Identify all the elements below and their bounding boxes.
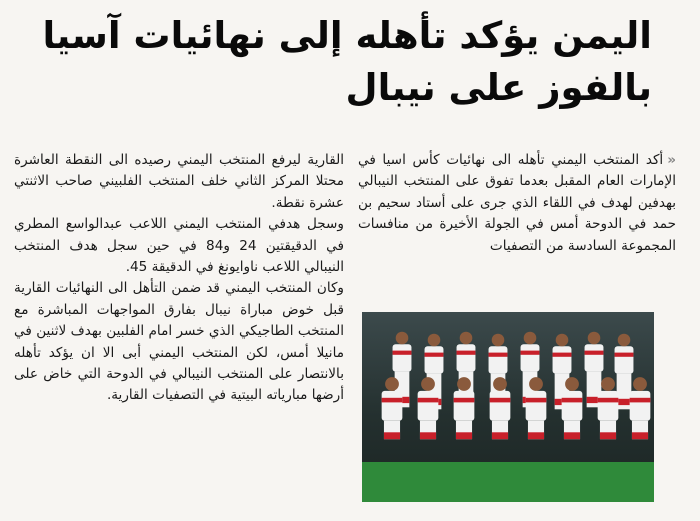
article-column-left — [14, 150, 344, 407]
pitch — [362, 462, 654, 502]
team-photo — [362, 312, 654, 502]
body-paragraph: القارية ليرفع المنتخب اليمني رصيده الى النقطة العاشرة محتلا المركز الثاني خلف المنتخب الفلبيني صاحب الاثنتي عشرة نقطة. — [14, 152, 344, 211]
body-paragraph: وسجل هدفي المنتخب اليمني اللاعب عبدالواسع المطري في الدقيقتين 24 و84 في حين سجل هدف المنتخب النيبالي اللاعب ناوايونغ في الدقيقة 45. — [14, 216, 345, 276]
team-photo-illustration — [362, 312, 654, 502]
headline: اليمن يؤكد تأهله إلى نهائيات آسيا بالفوز على نيبال — [42, 14, 652, 109]
article-column-right — [358, 150, 676, 257]
lead-paragraph-text: أكد المنتخب اليمني تأهله الى نهائيات كأس اسيا في الإمارات العام المقبل بعدما تفوق على المنتخب النيبالي بهدفين لهدف في اللقاء الذي جرى على أستاد سحيم بن حمد في الدوحة أمس في الجولة الأخيرة من منافسات المجموعة السادسة من التصفيات — [358, 152, 676, 254]
double-chevron-icon: « — [667, 152, 676, 168]
lead-paragraph — [358, 150, 676, 257]
body-paragraph: وكان المنتخب اليمني قد ضمن التأهل الى النهائيات القارية قبل خوض مباراة نيبال بفارق المواجهات المباشرة مع المنتخب الطاجيكي الذي خسر امام الفلبين بهدف لاثنين في مانيلا أمس، لكن المنتخب اليمني أبى الا ان يؤكد تأهله بالانتصار على المنتخب النيبالي في الدوحة التي خاض على أرضها مبارياته البيتية في التصفيات القارية. — [14, 280, 344, 404]
